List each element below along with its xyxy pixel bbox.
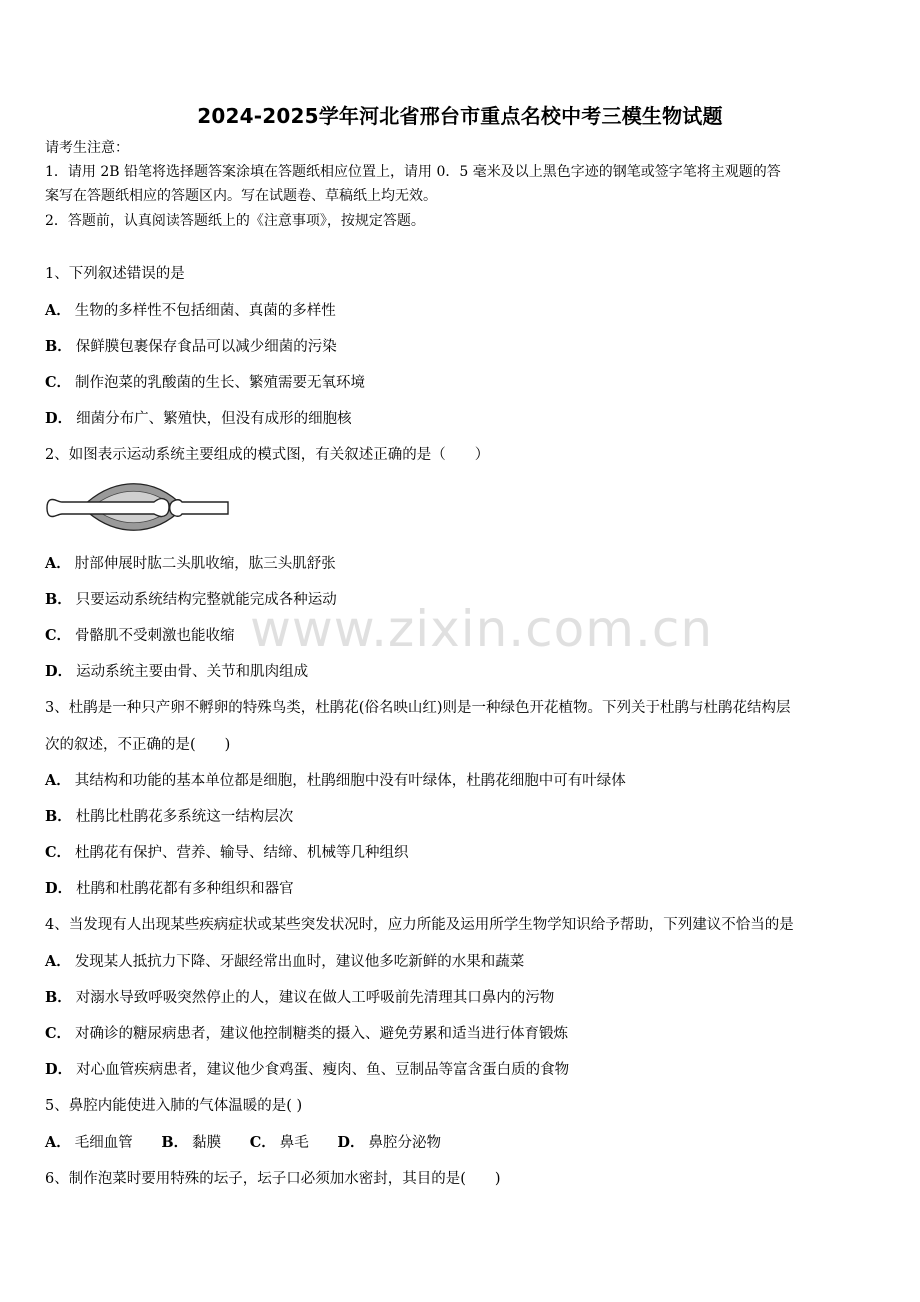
question-2-option-d: D． 运动系统主要由骨、关节和肌肉组成 xyxy=(45,663,309,680)
notice-line-1b: 案写在答题纸相应的答题区内。写在试题卷、草稿纸上均无效。 xyxy=(45,188,437,204)
question-4-option-c: C． 对确诊的糖尿病患者，建议他控制糖类的摄入、避免劳累和适当进行体育锻炼 xyxy=(45,1025,569,1042)
question-5-option-b: B． 黏膜 xyxy=(161,1134,222,1151)
notice-line-2: 2．答题前，认真阅读答题纸上的《注意事项》，按规定答题。 xyxy=(45,213,425,229)
question-5-option-a: A． 毛细血管 xyxy=(45,1134,133,1151)
question-5-option-d: D． 鼻腔分泌物 xyxy=(337,1134,441,1151)
question-2-option-a: A． 肘部伸展时肱二头肌收缩，肱三头肌舒张 xyxy=(45,555,336,572)
question-5-stem: 5、鼻腔内能使进入肺的气体温暖的是( ) xyxy=(45,1098,303,1114)
question-2-option-b: B． 只要运动系统结构完整就能完成各种运动 xyxy=(45,591,337,608)
page-title: 2024-2025学年河北省邢台市重点名校中考三模生物试题 xyxy=(197,104,723,128)
notice-header: 请考生注意： xyxy=(45,140,129,156)
question-2-stem: 2、如图表示运动系统主要组成的模式图，有关叙述正确的是（ ） xyxy=(45,447,490,463)
question-3-option-c: C． 杜鹃花有保护、营养、输导、结缔、机械等几种组织 xyxy=(45,844,409,861)
muscle-bone-diagram xyxy=(44,478,230,538)
question-1-option-a: A． 生物的多样性不包括细菌、真菌的多样性 xyxy=(45,302,336,319)
question-3-stem-line-1: 3、杜鹃是一种只产卵不孵卵的特殊鸟类，杜鹃花(俗名映山红)则是一种绿色开花植物。下列关于杜鹃与杜鹃花结构层 xyxy=(45,700,791,716)
question-4-option-d: D． 对心血管疾病患者，建议他少食鸡蛋、瘦肉、鱼、豆制品等富含蛋白质的食物 xyxy=(45,1061,570,1078)
question-3-option-b: B． 杜鹃比杜鹃花多系统这一结构层次 xyxy=(45,808,294,825)
watermark: www.zixin.com.cn xyxy=(250,600,714,658)
question-6-stem: 6、制作泡菜时要用特殊的坛子，坛子口必须加水密封，其目的是( ) xyxy=(45,1171,501,1187)
question-5-option-c: C． 鼻毛 xyxy=(249,1134,309,1151)
question-1-option-d: D． 细菌分布广、繁殖快，但没有成形的细胞核 xyxy=(45,410,352,427)
question-3-option-d: D． 杜鹃和杜鹃花都有多种组织和器官 xyxy=(45,880,294,897)
question-3-option-a: A． 其结构和功能的基本单位都是细胞，杜鹃细胞中没有叶绿体，杜鹃花细胞中可有叶绿体 xyxy=(45,772,626,789)
question-4-option-b: B． 对溺水导致呼吸突然停止的人，建议在做人工呼吸前先清理其口鼻内的污物 xyxy=(45,989,555,1006)
question-1-option-b: B． 保鲜膜包裹保存食品可以减少细菌的污染 xyxy=(45,338,337,355)
question-4-stem: 4、当发现有人出现某些疾病症状或某些突发状况时，应力所能及运用所学生物学知识给予帮助，下列建议不恰当的是 xyxy=(45,917,794,933)
question-2-option-c: C． 骨骼肌不受刺激也能收缩 xyxy=(45,627,235,644)
question-1-stem: 1、下列叙述错误的是 xyxy=(45,266,185,282)
question-4-option-a: A． 发现某人抵抗力下降、牙龈经常出血时，建议他多吃新鲜的水果和蔬菜 xyxy=(45,953,525,970)
question-5-options xyxy=(45,1133,465,1153)
question-1-option-c: C． 制作泡菜的乳酸菌的生长、繁殖需要无氧环境 xyxy=(45,374,366,391)
question-3-stem-line-2: 次的叙述，不正确的是( ) xyxy=(45,737,231,753)
notice-line-1a: 1．请用 2B 铅笔将选择题答案涂填在答题纸相应位置上，请用 0．5 毫米及以上黑色字迹的钢笔或签字笔将主观题的答 xyxy=(45,164,781,180)
